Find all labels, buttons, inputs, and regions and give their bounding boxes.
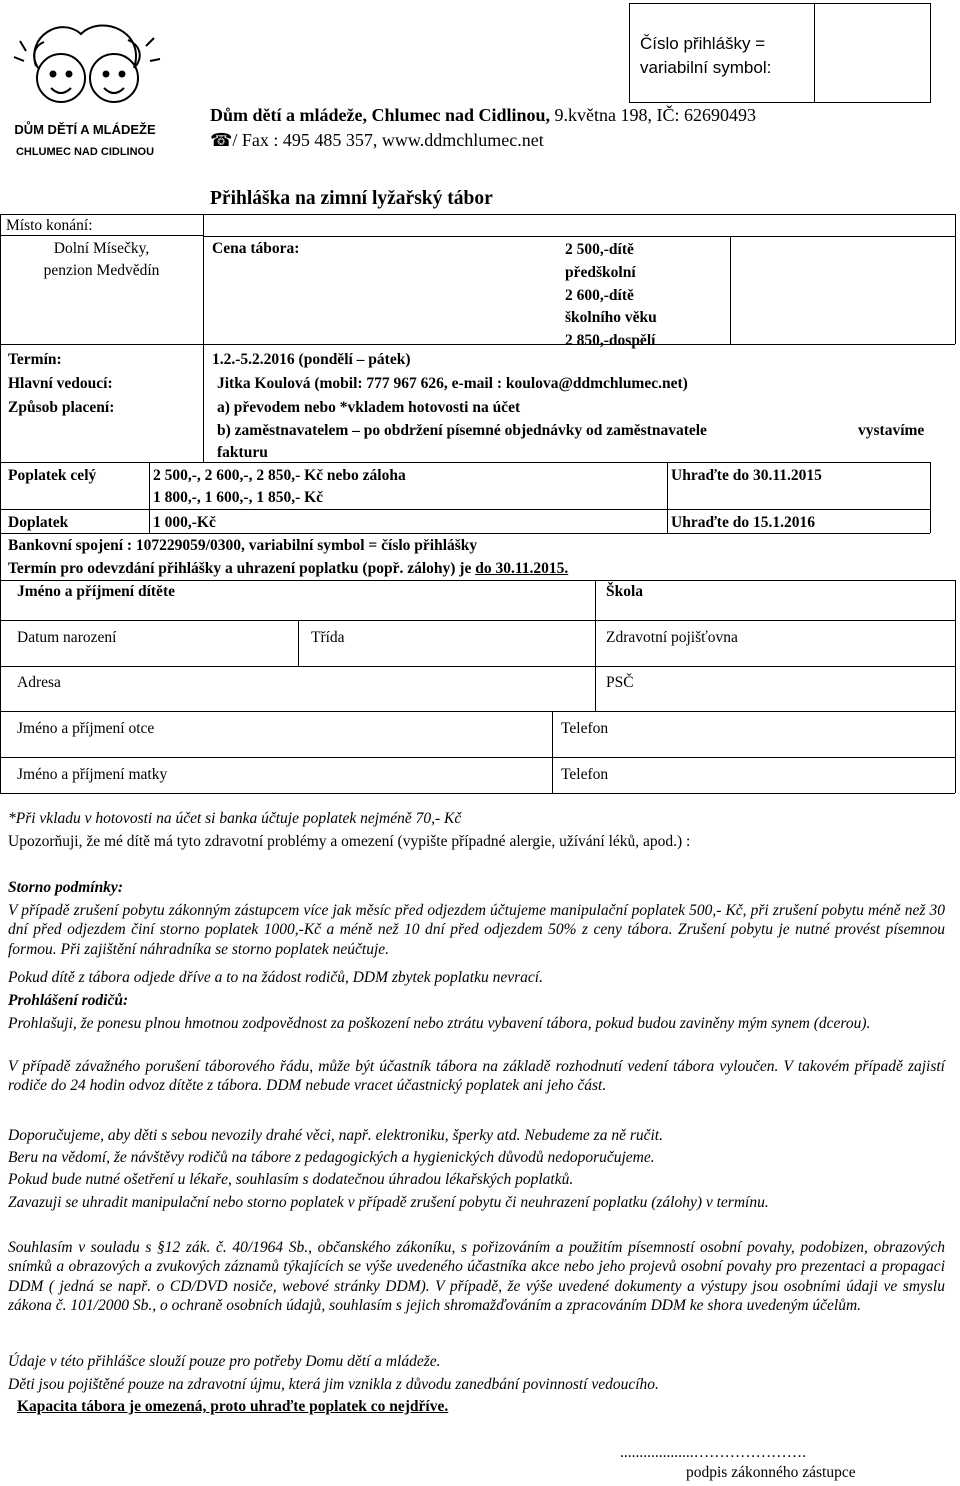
- table-top-line: [0, 214, 955, 215]
- leader-label: Hlavní vedoucí:: [8, 375, 113, 392]
- fields-col-divider-class: [298, 620, 299, 666]
- capacity-note: Kapacita tábora je omezená, proto uhraďte poplatek co nejdříve.: [17, 1398, 449, 1415]
- fields-right-edge: [955, 580, 956, 793]
- fields-top-line: [0, 580, 955, 581]
- payment-option-a: a) převodem nebo *vkladem hotovosti na účet: [217, 399, 521, 416]
- application-number-field[interactable]: [816, 6, 926, 98]
- mother-phone-field[interactable]: Telefon: [561, 766, 609, 783]
- declaration-1: Prohlašuji, že ponesu plnou hmotnou zodpovědnost za poškození nebo ztrátu vybavení tábora, pokud budou zaviněny mým synem (dcerou).: [8, 1015, 871, 1032]
- logo-line-1: DŮM DĚTÍ A MLÁDEŽE: [14, 122, 156, 137]
- bank-fee-note: *Při vkladu v hotovosti na účet si banka účtuje poplatek nejméně 70,- Kč: [8, 810, 462, 827]
- declaration-8: Údaje v této přihlášce slouží pouze pro potřeby Domu dětí a mládeže.: [8, 1353, 441, 1370]
- full-fee-due: Uhraďte do 30.11.2015: [671, 467, 822, 484]
- fees-bottom-line: [0, 533, 930, 534]
- place-value-line-1: Dolní Mísečky,: [53, 240, 150, 257]
- fees-top-line: [0, 462, 930, 463]
- child-name-field[interactable]: Jméno a příjmení dítěte: [17, 583, 175, 600]
- price-column-divider: [730, 236, 731, 344]
- full-fee-value: 2 500,-, 2 600,-, 2 850,- Kč nebo záloha: [153, 467, 406, 484]
- deadline-prefix: Termín pro odevzdání přihlášky a uhrazení poplatku (popř. zálohy) je: [8, 560, 476, 577]
- price-line: školního věku: [565, 309, 657, 327]
- table-right-edge: [955, 214, 956, 344]
- payment-option-b-cont: fakturu: [217, 444, 268, 461]
- label-column-divider: [203, 214, 204, 462]
- fees-left-edge: [0, 462, 1, 580]
- fees-right-edge: [930, 462, 931, 533]
- declaration-6: Zavazuji se uhradit manipulační nebo storno poplatek v případě zrušení pobytu či neuhrazení poplatku (zálohy) v termínu.: [8, 1194, 769, 1211]
- fees-mid-line: [0, 509, 930, 510]
- signature-label: podpis zákonného zástupce: [686, 1464, 856, 1481]
- place-value: [0, 238, 203, 283]
- deadline-date: do 30.11.2015.: [475, 560, 569, 577]
- declaration-heading: Prohlášení rodičů:: [8, 992, 129, 1009]
- org-line: [210, 104, 756, 127]
- father-phone-field[interactable]: Telefon: [561, 720, 609, 737]
- fields-row-1: [0, 620, 955, 621]
- place-label: Místo konání:: [6, 217, 93, 234]
- fields-bottom-line: [0, 793, 955, 794]
- term-value: 1.2.-5.2.2016 (pondělí – pátek): [212, 351, 411, 368]
- org-name: Dům dětí a mládeže, Chlumec nad Cidlinou,: [210, 105, 551, 125]
- birth-date-field[interactable]: Datum narození: [17, 629, 117, 646]
- health-note: Upozorňuji, že mé dítě má tyto zdravotní problémy a omezení (vypište případné alergie, užívání léků, apod.) :: [8, 833, 691, 850]
- mother-name-field[interactable]: Jméno a příjmení matky: [17, 766, 168, 783]
- place-value-line-2: penzion Medvědín: [43, 262, 160, 280]
- price-list: [565, 239, 657, 353]
- ddm-logo: [6, 6, 164, 166]
- phone-fax-web: / Fax : 495 485 357, www.ddmchlumec.net: [232, 130, 544, 150]
- extra-fee-label: Doplatek: [8, 514, 69, 531]
- signature-line[interactable]: ...................………………….: [620, 1444, 806, 1461]
- storno-text-1: V případě zrušení pobytu zákonným zástupcem více jak měsíc před odjezdem účtujeme manipulační poplatek 500,- Kč, při zrušení pobytu méně než 30 dní před odjezdem činí storno poplatek 1000,-Kč a méně než 10 dní před odjezdem 50% z ceny tábora. Zrušení pobytu je nutné provést písemnou formou. Při zajištění náhradníka se storno poplatek neúčtuje.: [8, 902, 945, 958]
- number-box-divider: [814, 4, 815, 102]
- father-name-field[interactable]: Jméno a příjmení otce: [17, 720, 155, 737]
- fields-col-divider-right: [595, 580, 596, 711]
- insurance-field[interactable]: Zdravotní pojišťovna: [606, 629, 738, 646]
- storno-heading: Storno podmínky:: [8, 879, 123, 896]
- fields-row-2: [0, 666, 955, 667]
- price-line: 2 850,-dospělí: [565, 332, 656, 350]
- price-line: 2 600,-dítě: [565, 286, 634, 304]
- fields-col-divider-phone: [552, 711, 553, 793]
- price-row-bottom: [0, 344, 955, 345]
- leader-value: Jitka Koulová (mobil: 777 967 626, e-mail : koulova@ddmchlumec.net): [217, 375, 688, 392]
- submission-deadline: [8, 559, 568, 578]
- price-row-top: [203, 236, 955, 237]
- fees-label-divider: [149, 462, 150, 533]
- storno-text-2: Pokud dítě z tábora odjede dříve a to na žádost rodičů, DDM zbytek poplatku nevrací.: [8, 969, 543, 986]
- extra-fee-due: Uhraďte do 15.1.2016: [671, 514, 815, 531]
- price-line: 2 500,-dítě: [565, 241, 634, 258]
- form-title: Přihláška na zimní lyžařský tábor: [210, 188, 493, 209]
- logo-line-2: CHLUMEC NAD CIDLINOU: [15, 146, 155, 158]
- declaration-3: Doporučujeme, aby děti s sebou nevozily drahé věci, např. elektroniku, šperky atd. Nebudeme za ně ručit.: [8, 1127, 663, 1144]
- contact-line: [210, 129, 544, 152]
- declaration-7: Souhlasím v souladu s §12 zák. č. 40/1964 Sb., občanského zákoníku, s pořizováním a použitím písemností osobní povahy, podobizen, obrazových snímků a obrazových a zvukových záznamů týkajících se výše uvedeného účastníka akce nebo jeho projevů osobní povahy pro prezentaci a propagaci DDM ( jedná se např. o CD/DVD nosiče, webové stránky DDM). V případě, že výše uvedené dokumenty a výstupy jsou osobními údaji ve smyslu zákona č. 101/2000 Sb., o ochraně osobních údajů, souhlasím s jejich shromažďováním a zpracováním DDM ke shora uvedeným účelům.: [8, 1239, 945, 1315]
- zip-field[interactable]: PSČ: [606, 674, 634, 691]
- payment-option-b: b) zaměstnavatelem – po obdržení písemné objednávky od zaměstnavatele: [217, 422, 707, 439]
- phone-icon: ☎: [210, 130, 233, 150]
- payment-option-b-end: vystavíme: [858, 422, 925, 439]
- org-address: 9.května 198, IČ: 62690493: [554, 105, 757, 125]
- bank-account: Bankovní spojení : 107229059/0300, variabilní symbol = číslo přihlášky: [8, 537, 478, 554]
- term-label: Termín:: [8, 351, 62, 368]
- full-fee-value-2: 1 800,-, 1 600,-, 1 850,- Kč: [153, 489, 324, 506]
- price-line: předškolní: [565, 263, 636, 281]
- address-field[interactable]: Adresa: [17, 674, 61, 691]
- fees-due-divider: [667, 462, 668, 533]
- extra-fee-value: 1 000,-Kč: [153, 514, 216, 531]
- fields-row-4: [0, 757, 955, 758]
- declaration-4: Beru na vědomí, že návštěvy rodičů na tábore z pedagogických a hygienických důvodů nedoporučujeme.: [8, 1149, 655, 1166]
- fields-left-edge: [0, 580, 1, 793]
- full-fee-label: Poplatek celý: [8, 467, 97, 484]
- payment-label: Způsob placení:: [8, 399, 115, 416]
- declaration-9: Děti jsou pojištěné pouze na zdravotní újmu, která jim vznikla z důvodu zanedbání povinností vedoucího.: [8, 1376, 659, 1393]
- class-field[interactable]: Třída: [311, 629, 345, 646]
- price-label: Cena tábora:: [212, 240, 300, 257]
- declaration-2: V případě závažného porušení táborového řádu, může být účastník tábora na základě rozhodnutí vedení tábora vyloučen. V takovém případě zajistí rodiče do 24 hodin odvoz dítěte z tábora. DDM nebude vracet účastnický poplatek ani jeho část.: [8, 1058, 945, 1095]
- fields-row-3: [0, 711, 955, 712]
- application-number-box: [629, 3, 931, 103]
- application-number-label: Číslo přihlášky = variabilní symbol:: [640, 34, 772, 77]
- declaration-5: Pokud bude nutné ošetření u lékaře, souhlasím s dodatečnou úhradou lékařských poplatků.: [8, 1171, 574, 1188]
- school-field[interactable]: Škola: [606, 583, 644, 600]
